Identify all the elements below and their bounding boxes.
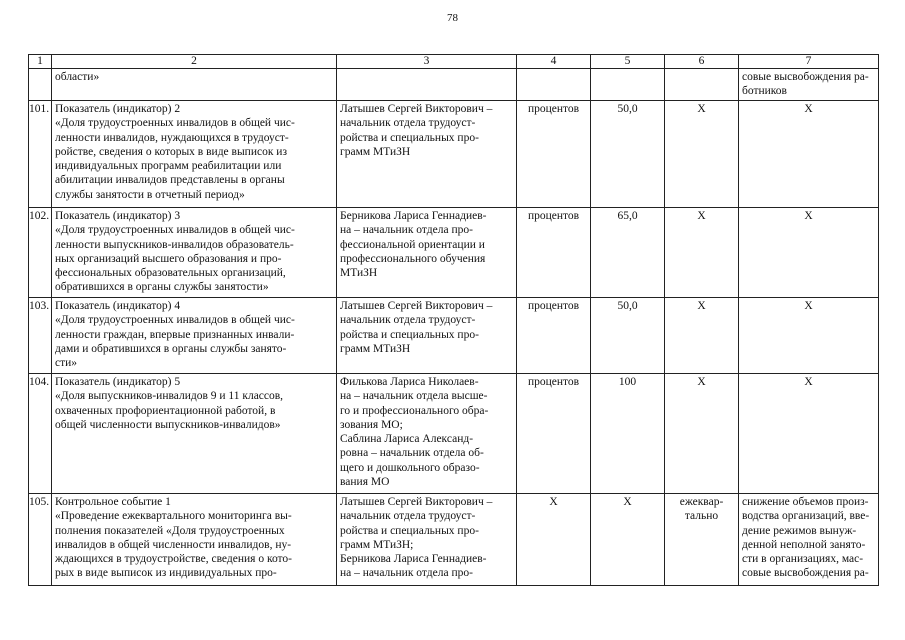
cell-period: ежеквар- тально [665,494,739,586]
table-row [29,208,879,298]
cell-note: Х [739,101,879,208]
cell-value: 65,0 [591,208,665,298]
cell-responsible: Латышев Сергей Викторович – начальник отдела трудоуст- ройства и специальных про- грамм МТиЗН [337,298,517,374]
cell-description: Контрольное событие 1 «Проведение ежеквартального мониторинга вы- полнения показателей «Доля трудоустроенных инвалидов в общей численности инвалидов, ну- ждающихся в трудоустройстве, сведения о кото- рых в виде выписок из индивидуальных про- [52,494,337,586]
cell-value: 100 [591,374,665,494]
page-number: 78 [447,12,458,24]
cell-unit: процентов [517,208,591,298]
cell-note: Х [739,298,879,374]
cell-unit: процентов [517,298,591,374]
cell-period: Х [665,374,739,494]
header-cell: 6 [665,55,739,69]
row-number: 102. [29,208,52,298]
row-number: 105. [29,494,52,586]
cell-value: 50,0 [591,298,665,374]
cell-responsible: Латышев Сергей Викторович – начальник отдела трудоуст- ройства и специальных про- грамм МТиЗН; Берникова Лариса Геннадиев- на – начальник отдела про- [337,494,517,586]
row-number: 103. [29,298,52,374]
table-row [29,374,879,494]
cell-description: Показатель (индикатор) 2 «Доля трудоустроенных инвалидов в общей чис- ленности инвалидов, нуждающихся в трудоуст- ройстве, сведения о которых в виде выписок из индивидуальных программ реабилитации или абилитации инвалидов представлены в органы службы занятости в отчетный период» [52,101,337,208]
cell-responsible: Филькова Лариса Николаев- на – начальник отдела высше- го и профессионального обра- зования МО; Саблина Лариса Александ- ровна – начальник отдела об- щего и дошкольного образо- вания МО [337,374,517,494]
cell-description: Показатель (индикатор) 4 «Доля трудоустроенных инвалидов в общей чис- ленности граждан, впервые признанных инвали- дами и обратившихся в органы службы занято- сти» [52,298,337,374]
cell-value: Х [591,494,665,586]
header-cell: 4 [517,55,591,69]
header-cell: 1 [29,55,52,69]
cell-unit: процентов [517,374,591,494]
cell-period: Х [665,101,739,208]
cell-description: области» [52,69,337,101]
cell-period: Х [665,298,739,374]
table-row [29,494,879,586]
cell-note: совые высвобождения ра- ботников [739,69,879,101]
row-number: 104. [29,374,52,494]
header-row [29,55,879,69]
row-number: 101. [29,101,52,208]
cell-responsible: Берникова Лариса Геннадиев- на – начальник отдела про- фессиональной ориентации и профессионального обучения МТиЗН [337,208,517,298]
header-cell: 7 [739,55,879,69]
cell-note: Х [739,374,879,494]
header-cell: 3 [337,55,517,69]
cell-note: Х [739,208,879,298]
table-row [29,298,879,374]
cell-period: Х [665,208,739,298]
data-table [28,54,879,586]
cell-value: 50,0 [591,101,665,208]
cell-description: Показатель (индикатор) 5 «Доля выпускников-инвалидов 9 и 11 классов, охваченных профориентационной работой, в общей численности выпускников-инвалидов» [52,374,337,494]
continuation-row [29,69,879,101]
table-row [29,101,879,208]
header-cell: 5 [591,55,665,69]
cell-note: снижение объемов произ- водства организаций, вве- дение режимов вынуж- денной неполной занято- сти в организациях, мас- совые высвобождения ра- [739,494,879,586]
header-cell: 2 [52,55,337,69]
cell-description: Показатель (индикатор) 3 «Доля трудоустроенных инвалидов в общей чис- ленности выпускников-инвалидов образователь- ных организаций высшего образования и про- фессиональных образовательных организаций, обратившихся в органы службы занятости» [52,208,337,298]
cell-unit: Х [517,494,591,586]
cell-unit: процентов [517,101,591,208]
cell-responsible: Латышев Сергей Викторович – начальник отдела трудоуст- ройства и специальных про- грамм МТиЗН [337,101,517,208]
